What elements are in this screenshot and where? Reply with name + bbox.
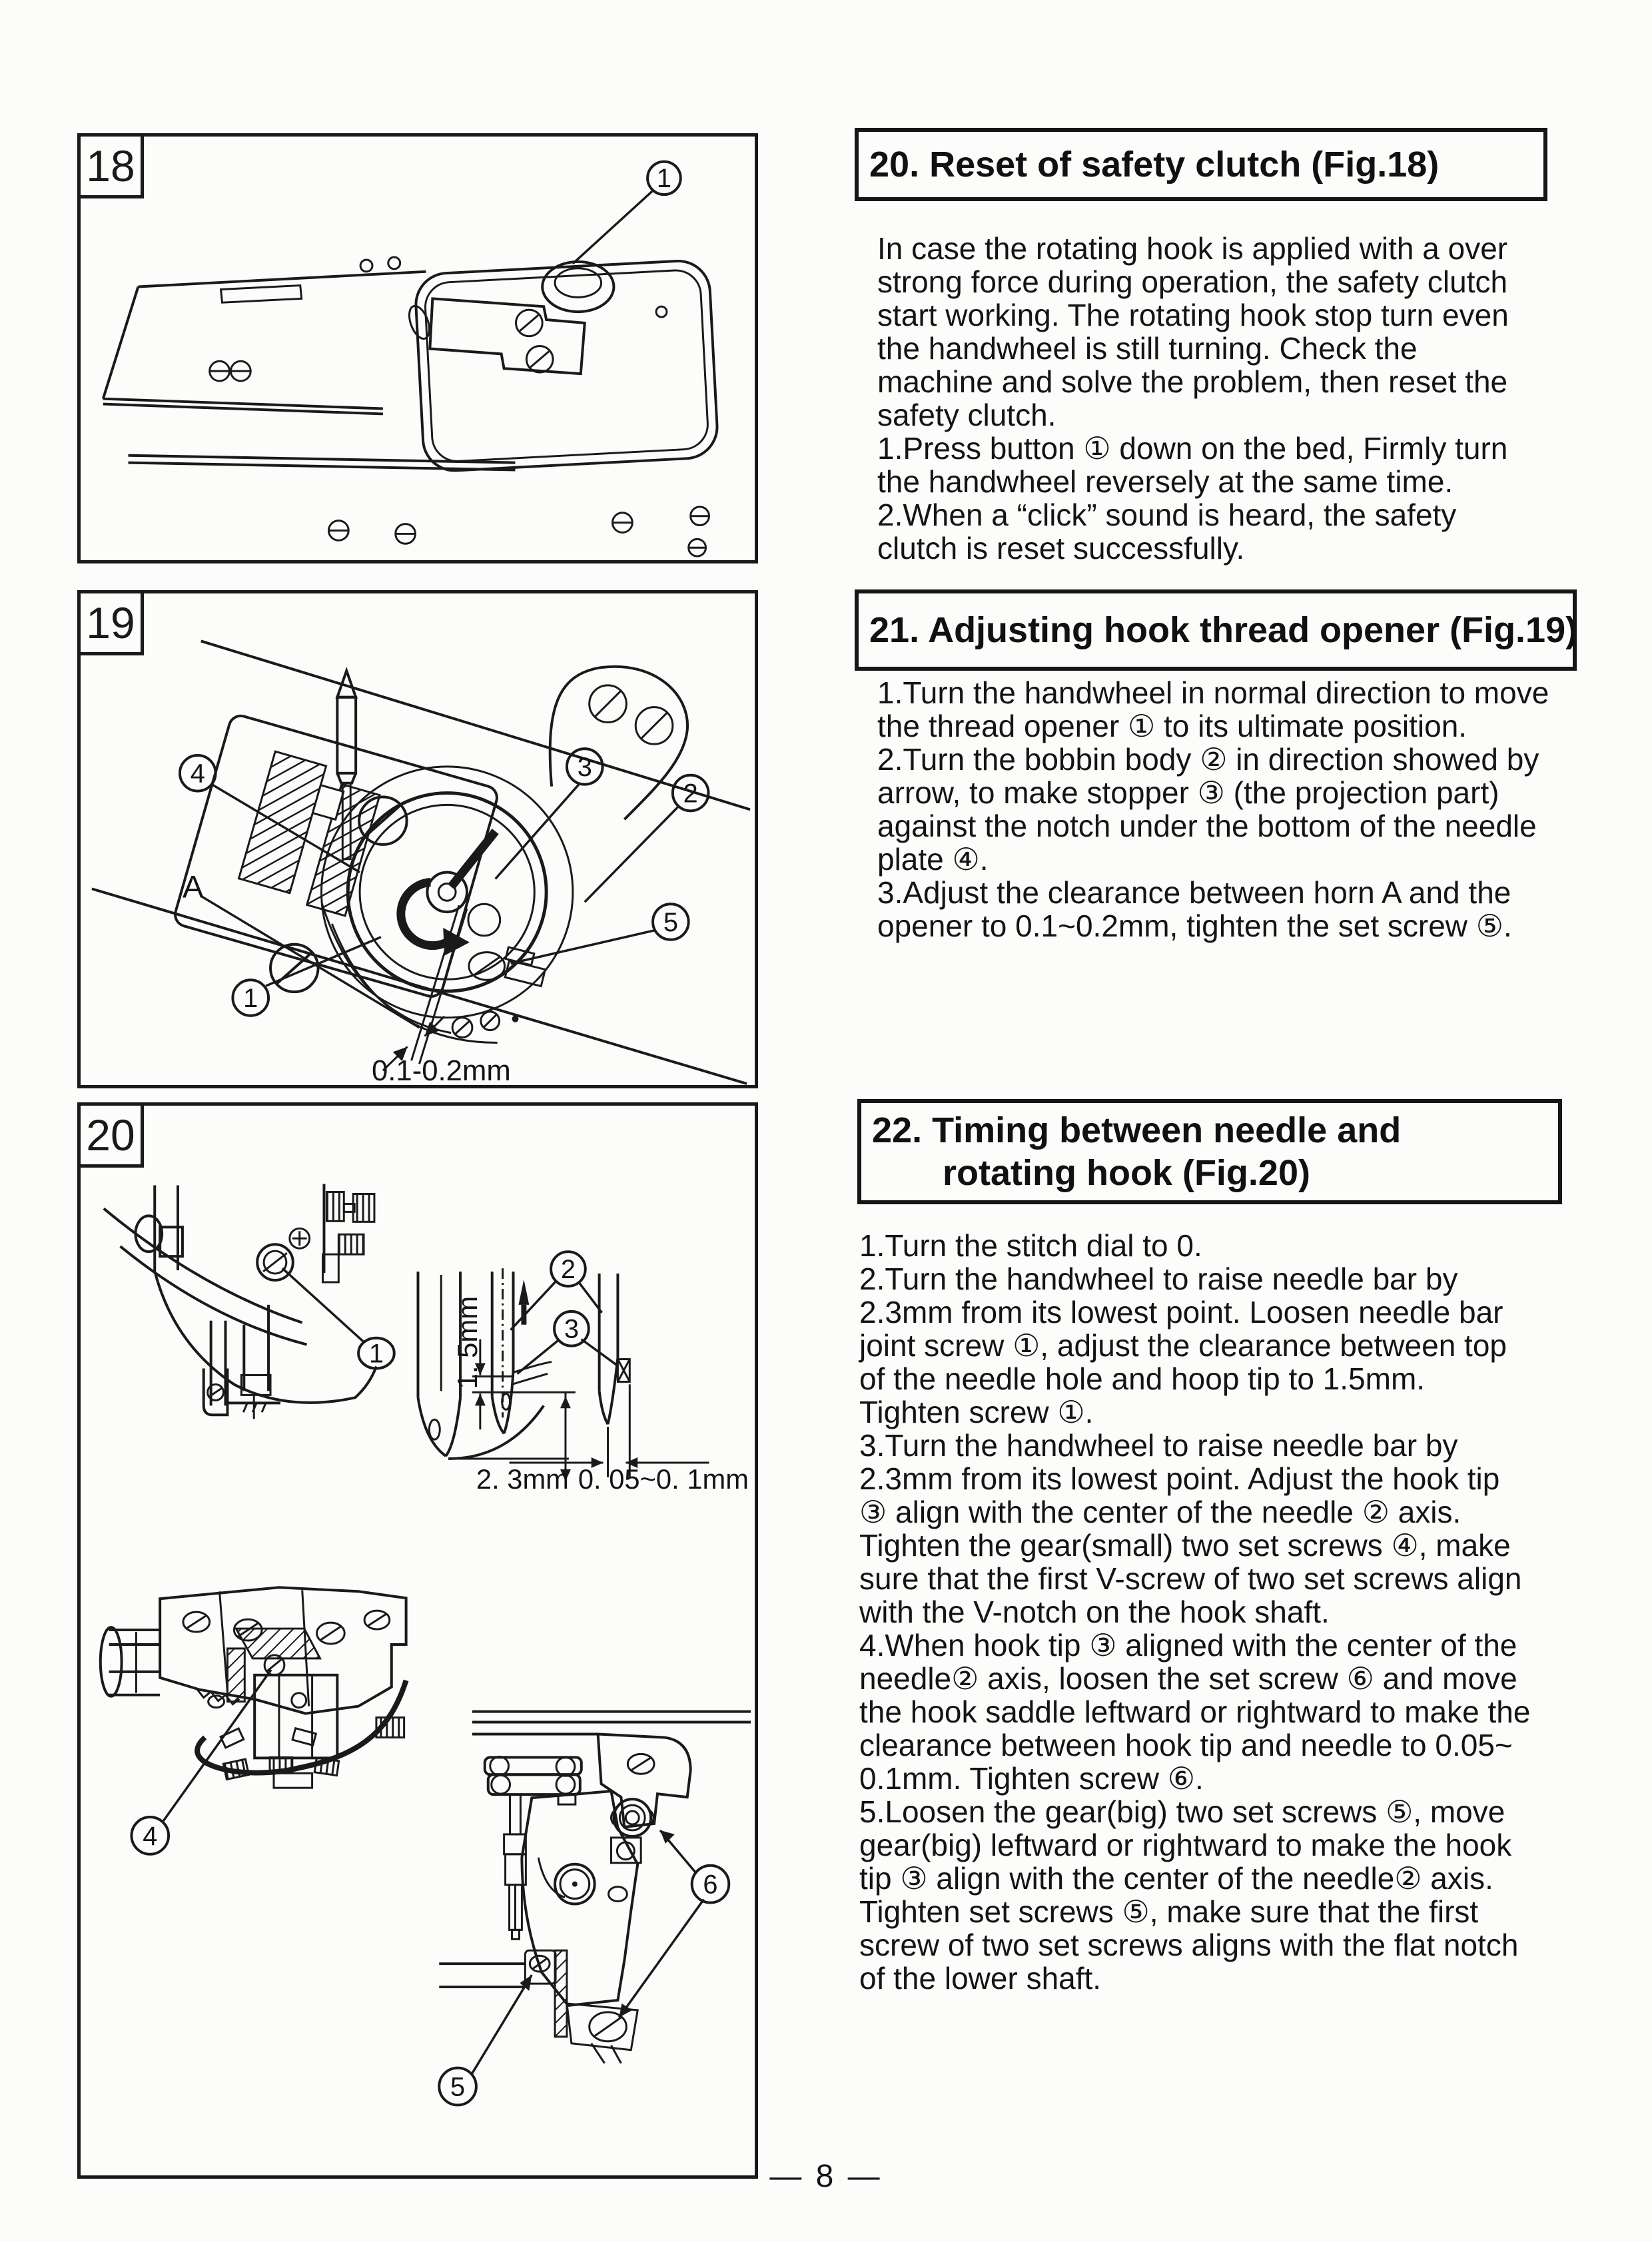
- circled-2-label: [551, 1252, 586, 1286]
- text-line: the handwheel is still turning. Check the: [877, 331, 1418, 366]
- text-line: 2.3mm from its lowest point. Loosen needle bar: [859, 1295, 1503, 1329]
- dim-15-text: 1. 5mm: [451, 1296, 483, 1389]
- section-21-body: [877, 676, 1549, 942]
- needle-detail: [418, 1252, 748, 1495]
- text-line: Tighten the gear(small) two set screws ④, make: [859, 1528, 1511, 1563]
- text-line: 1.Turn the handwheel in normal direction to move: [877, 675, 1549, 710]
- text-line: clutch is reset successfully.: [877, 531, 1245, 565]
- text-line: with the V-notch on the hook shaft.: [859, 1595, 1330, 1629]
- figure-18-number: 18: [86, 141, 135, 190]
- svg-text:3: 3: [564, 1314, 579, 1344]
- opener-bracket: [550, 667, 687, 819]
- hook-tip-marker: [618, 1359, 629, 1382]
- svg-text:2: 2: [560, 1254, 576, 1285]
- text-line: of the needle hole and hoop tip to 1.5mm.: [859, 1361, 1426, 1396]
- gear-big: [525, 1950, 567, 2037]
- text-line: needle② axis, loosen the set screw ⑥ and move: [859, 1661, 1517, 1696]
- text-line: 3.Turn the handwheel to raise needle bar by: [859, 1428, 1458, 1463]
- text-line: the handwheel reversely at the same time.: [877, 464, 1453, 499]
- text-line: screw of two set screws aligns with the flat notch: [859, 1928, 1519, 1962]
- text-line: 4.When hook tip ③ aligned with the center of the: [859, 1628, 1517, 1663]
- needle-bar-joint-screw: [257, 1244, 293, 1280]
- lower-shaft: [439, 1964, 525, 1987]
- circled-1-label: [358, 1338, 394, 1369]
- leader-button: [573, 191, 652, 264]
- text-line: 2.Turn the bobbin body ② in direction showed by: [877, 742, 1539, 777]
- text-line: 5.Loosen the gear(big) two set screws ⑤, move: [859, 1794, 1505, 1829]
- figure-20-number-badge: [77, 1102, 144, 1168]
- text-line: ③ align with the center of the needle ② axis.: [859, 1495, 1461, 1529]
- svg-text:1: 1: [656, 164, 671, 194]
- figure-18-drawing: [81, 137, 755, 560]
- svg-text:5: 5: [663, 907, 678, 937]
- text-line: gear(big) leftward or rightward to make the hook: [859, 1828, 1512, 1862]
- svg-text:6: 6: [703, 1870, 718, 1900]
- heading-section-21: [855, 589, 1577, 671]
- figure-20-drawing: [81, 1106, 755, 2175]
- svg-text:1: 1: [368, 1339, 384, 1369]
- svg-text:1: 1: [243, 983, 258, 1013]
- text-line: sure that the first V-screw of two set screws align: [859, 1561, 1522, 1596]
- helical-gear: [236, 1629, 320, 1659]
- text-line: 2.3mm from its lowest point. Adjust the hook tip: [859, 1461, 1500, 1496]
- safety-clutch-button: [542, 262, 614, 312]
- svg-text:4: 4: [190, 759, 205, 789]
- bed-plate-drawing: [103, 162, 719, 556]
- text-line: 0.1mm. Tighten screw ⑥.: [859, 1761, 1204, 1796]
- svg-text:2: 2: [683, 779, 698, 809]
- text-line: Tighten set screws ⑤, make sure that the first: [859, 1894, 1479, 1929]
- svg-text:4: 4: [143, 1821, 158, 1851]
- text-line: the thread opener ① to its ultimate position.: [877, 709, 1467, 743]
- text-line: 1.Press button ① down on the bed, Firmly turn: [877, 431, 1508, 466]
- text-line: tip ③ align with the center of the needle② axis.: [859, 1861, 1493, 1896]
- text-line: safety clutch.: [877, 398, 1056, 432]
- text-line: Tighten screw ①.: [859, 1395, 1094, 1429]
- plate-top-edge: [138, 272, 426, 287]
- set-screw-6-upper: [611, 1799, 653, 1836]
- slide-plate: [414, 260, 719, 472]
- text-line: arrow, to make stopper ③ (the projection part): [877, 775, 1499, 810]
- bed-screws: [328, 507, 709, 556]
- knurled-screw: [326, 1192, 344, 1222]
- circled-4-label: [131, 1817, 169, 1854]
- figure-18-number-badge: [77, 133, 144, 198]
- figure-20-number: 20: [86, 1110, 135, 1160]
- figure-19-number-badge: [77, 590, 144, 655]
- heading-section-20: [855, 128, 1547, 201]
- text-line: machine and solve the problem, then reset the: [877, 364, 1508, 399]
- dim-005-text: 0. 05~0. 1mm: [578, 1463, 749, 1495]
- hook-assembly-drawing: [92, 641, 750, 1085]
- circled-6-label: [692, 1866, 729, 1903]
- text-line: strong force during operation, the safety clutch: [877, 264, 1508, 299]
- figure-19-drawing: [81, 593, 755, 1085]
- circled-3-label: [554, 1311, 589, 1346]
- text-line: clearance between hook tip and needle to 0.05~: [859, 1728, 1513, 1762]
- heading-22-text-line1: 22. Timing between needle and: [872, 1110, 1402, 1150]
- section-22-body: [859, 1229, 1530, 1995]
- text-line: the hook saddle leftward or rightward to make the: [859, 1694, 1531, 1729]
- text-line: plate ④.: [877, 842, 989, 877]
- text-line: 2.When a “click” sound is heard, the safety: [877, 498, 1457, 532]
- svg-text:5: 5: [450, 2072, 466, 2102]
- text-line: 2.Turn the handwheel to raise needle bar by: [859, 1262, 1458, 1296]
- figure-18: [77, 133, 758, 563]
- dim-23-text: 2. 3mm: [476, 1463, 569, 1495]
- text-line: In case the rotating hook is applied with a over: [877, 231, 1508, 266]
- timing-drawing: [101, 1184, 751, 2105]
- text-line: opener to 0.1~0.2mm, tighten the set screw ⑤.: [877, 909, 1512, 943]
- plate-screws: [210, 361, 251, 381]
- circled-1-label: [647, 162, 681, 194]
- feed-dog-teeth: [238, 751, 326, 893]
- figure-19-number: 19: [86, 598, 135, 647]
- heading-section-22: [857, 1099, 1562, 1204]
- page-number: — 8 —: [769, 2159, 883, 2194]
- race-screws: [452, 1012, 518, 1038]
- text-line: joint screw ①, adjust the clearance between top: [859, 1328, 1507, 1363]
- horn-a-label: A: [182, 869, 204, 905]
- circled-5-label: [439, 2068, 476, 2105]
- text-line: 1.Turn the stitch dial to 0.: [859, 1228, 1202, 1263]
- text-line: start working. The rotating hook stop turn even: [877, 298, 1509, 332]
- knurled-knob: [376, 1718, 404, 1738]
- set-screw-5-area: [469, 947, 546, 986]
- figure-20: [77, 1102, 758, 2179]
- machine-head: [104, 1184, 394, 1419]
- text-line: against the notch under the bottom of the needle: [877, 809, 1537, 843]
- section-20-body: [877, 232, 1509, 565]
- gear-small-assembly: [101, 1587, 406, 1854]
- text-line: 3.Adjust the clearance between horn A and the: [877, 875, 1511, 910]
- up-arrow: [518, 1280, 529, 1305]
- svg-text:3: 3: [577, 752, 592, 782]
- figure-19: [77, 590, 758, 1088]
- dim-0102-text: 0.1-0.2mm: [371, 1054, 511, 1085]
- heading-22-text-line2: rotating hook (Fig.20): [943, 1153, 1310, 1193]
- heading-21-text: 21. Adjusting hook thread opener (Fig.19): [869, 610, 1578, 650]
- text-line: of the lower shaft.: [859, 1961, 1102, 1996]
- heading-20-text: 20. Reset of safety clutch (Fig.18): [869, 145, 1440, 185]
- cross-screw: [290, 1228, 310, 1248]
- hook-saddle-assembly: [439, 1712, 751, 2105]
